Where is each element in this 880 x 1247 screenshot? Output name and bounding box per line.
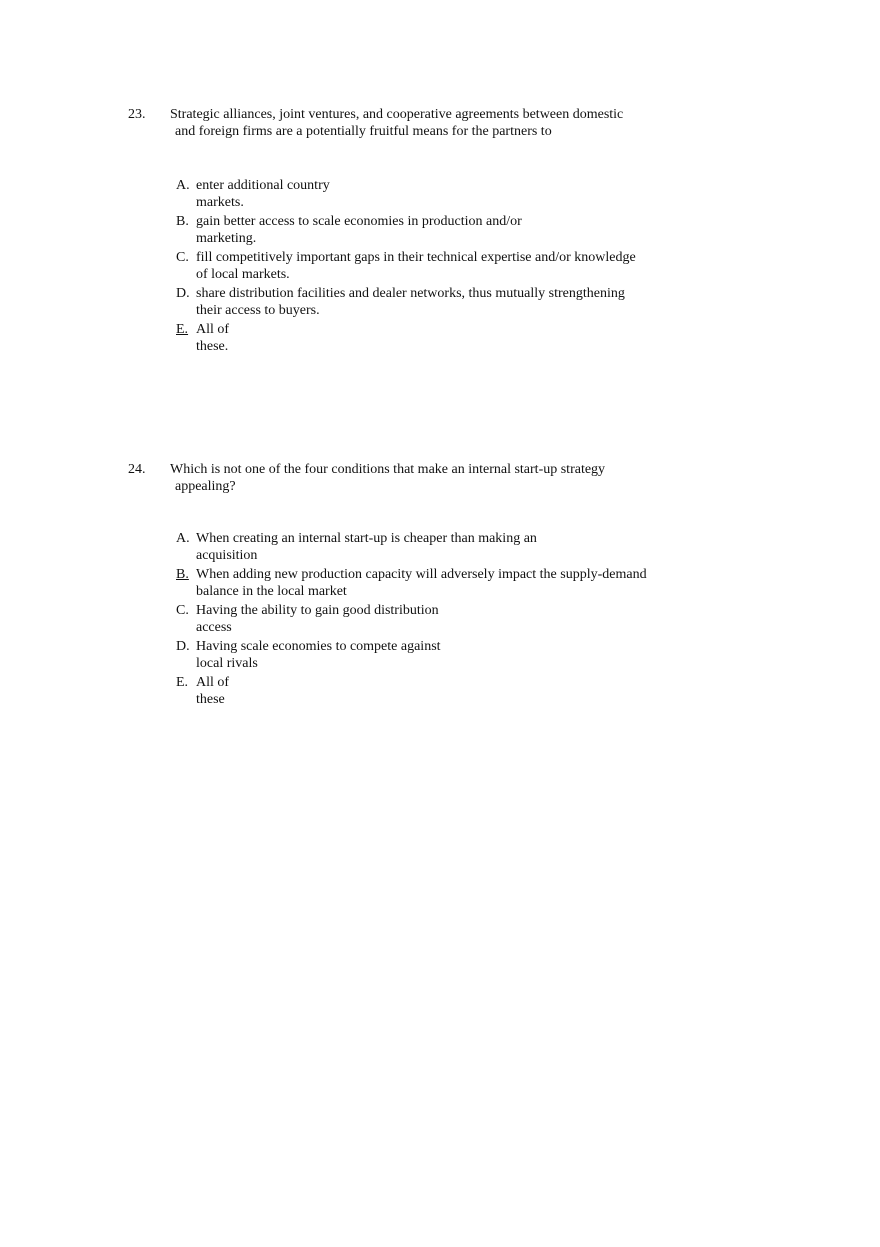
answer-options: [176, 177, 636, 357]
option-text: Having the ability to gain good distribution: [196, 603, 439, 618]
question-number: 24.: [128, 462, 146, 477]
question-number: 23.: [128, 107, 146, 122]
option-d: [176, 285, 636, 319]
question-text-line: Which is not one of the four conditions that make an internal start-up strategy: [170, 462, 606, 477]
option-a: [176, 530, 647, 564]
question-text: [170, 461, 688, 495]
option-e: [176, 321, 636, 355]
option-b: [176, 566, 647, 600]
option-text: All of: [196, 322, 230, 337]
option-c: [176, 602, 647, 636]
answer-options: [176, 530, 647, 710]
option-text-continued: these.: [196, 339, 229, 354]
option-text-continued: access: [196, 620, 232, 635]
question-text: [170, 106, 688, 140]
question-stem: [128, 106, 688, 140]
option-text: When adding new production capacity will adversely impact the supply-demand: [196, 567, 647, 582]
option-text: enter additional country: [196, 178, 330, 193]
question-text-line: and foreign firms are a potentially fruitful means for the partners to: [175, 124, 552, 139]
option-letter: C.: [176, 603, 189, 618]
option-d: [176, 638, 647, 672]
option-letter: E.: [176, 322, 189, 337]
option-c: [176, 249, 636, 283]
option-text: Having scale economies to compete against: [196, 639, 441, 654]
option-text-continued: acquisition: [196, 548, 258, 563]
option-a: [176, 177, 636, 211]
question-23: [128, 106, 688, 354]
option-text: When creating an internal start-up is cheaper than making an: [196, 531, 537, 546]
question-24: [128, 461, 688, 707]
option-text: gain better access to scale economies in production and/or: [196, 214, 522, 229]
option-letter: D.: [176, 286, 190, 301]
option-letter: B.: [176, 567, 189, 582]
option-letter: A.: [176, 531, 190, 546]
option-text-continued: local rivals: [196, 656, 258, 671]
option-text-continued: their access to buyers.: [196, 303, 320, 318]
option-letter: B.: [176, 214, 189, 229]
option-text-continued: markets.: [196, 195, 244, 210]
option-text-continued: marketing.: [196, 231, 257, 246]
option-letter: D.: [176, 639, 190, 654]
question-text-line: Strategic alliances, joint ventures, and cooperative agreements between domestic: [170, 107, 624, 122]
option-letter: A.: [176, 178, 190, 193]
option-letter: C.: [176, 250, 189, 265]
option-e: [176, 674, 647, 708]
question-text-line: appealing?: [175, 479, 236, 494]
option-text: share distribution facilities and dealer networks, thus mutually strengthening: [196, 286, 625, 301]
option-text-continued: of local markets.: [196, 267, 290, 282]
option-text: All of: [196, 675, 230, 690]
option-b: [176, 213, 636, 247]
option-text-continued: balance in the local market: [196, 584, 347, 599]
option-letter: E.: [176, 675, 189, 690]
option-text: fill competitively important gaps in their technical expertise and/or knowledge: [196, 250, 636, 265]
question-stem: [128, 461, 688, 495]
option-text-continued: these: [196, 692, 225, 707]
